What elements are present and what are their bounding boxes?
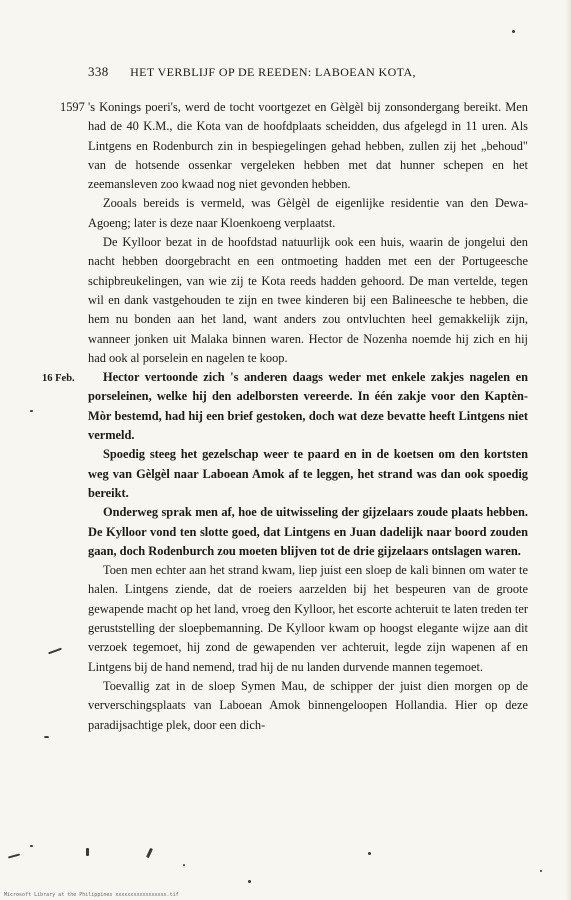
scan-speck bbox=[540, 870, 542, 872]
paragraph-2: Zooals bereids is vermeld, was Gèlgèl de eigenlijke residentie van den Dewa-Agoeng; later is deze naar Kloenkoeng verplaatst. bbox=[88, 196, 528, 230]
scan-speck bbox=[248, 880, 251, 883]
scan-speck bbox=[48, 648, 62, 655]
page-edge-shadow bbox=[565, 0, 571, 900]
scan-speck bbox=[146, 848, 153, 858]
page-header bbox=[88, 64, 528, 82]
running-title: HET VERBLIJF OP DE REEDEN: LABOEAN KOTA, bbox=[130, 65, 416, 79]
paragraph-6: Onderweg sprak men af, hoe de uitwisseling der gijzelaars zoude plaats hebben. De Kylloor vond ten slotte goed, dat Lintgens en Juan dadelijk naar boord zouden gaan, doch Rodenburch zou moeten blijven tot de drie gijzelaars ontslagen waren. bbox=[88, 505, 528, 558]
margin-date: 16 Feb. bbox=[42, 373, 75, 385]
paragraph-3: De Kylloor bezat in de hoofdstad natuurlijk ook een huis, waarin de jongelui den nacht hebben doorgebracht en een ontmoeting hadden met een der Portugeesche schipbreukelingen, van wie zij te Kota reeds hadden gehoord. De man vertelde, tegen wil en dank vastgehouden te zijn en twee kinderen bij een Balineesche te hebben, die hem nu bonden aan het land, want anders zou ontvluchten heel gemakkelijk zijn, wanneer jonken uit Malaka binnen waren. Hector de Nozenha noemde hij zich en hij had ook al porselein en nagelen te koop. bbox=[88, 235, 528, 365]
scan-speck bbox=[183, 864, 185, 866]
paragraph-8: Toevallig zat in de sloep Symen Mau, de schipper der juist dien morgen op de ververschingsplaats van Laboean Amok binnengeloopen Hollandia. Hier op deze paradijsachtige plek, door een dich- bbox=[88, 678, 528, 732]
scan-speck bbox=[512, 30, 515, 33]
scan-speck bbox=[44, 736, 49, 738]
paragraph-1-text: 's Konings poeri's, werd de tocht voortgezet en Gèlgèl bij zonsondergang bereikt. Men had de 40 K.M., die Kota van de hoofdplaats scheidden, dus afgelegd in 11 uren. Als Lintgens en Rodenburch zin in bespiegelingen gehad hebben, zullen zij het „behoud" van de hotsende ossenkar vergeleken hebben met dat hunner schepen en het zeemansleven zoo kwaad nog niet gevonden hebben. bbox=[88, 100, 528, 192]
scan-speck bbox=[30, 410, 33, 412]
page-number: 338 bbox=[88, 64, 109, 79]
paragraph-5: Spoedig steeg het gezelschap weer te paard en in de koetsen om den kortsten weg van Gèlgèl naar Laboean Amok af te leggen, het strand was dan ook spoedig bereikt. bbox=[88, 447, 528, 500]
margin-year: 1597 bbox=[60, 100, 85, 114]
scan-speck bbox=[86, 848, 89, 856]
paragraph-1 bbox=[60, 98, 528, 194]
paragraph-4-text: Hector vertoonde zich 's anderen daags weder met enkele zakjes nagelen en porseleinen, welke hij den adelborsten vereerde. In één zakje voor den Kaptèn-Mòr bestemd, had hij een brief gestoken, doch wat deze bevatte heeft Lintgens niet vermeld. bbox=[88, 370, 528, 443]
scan-speck bbox=[368, 852, 371, 855]
paragraph-7: Toen men echter aan het strand kwam, liep juist een sloep de kali binnen om water te halen. Lintgens ziende, dat de roeiers aarzelden bij het bespeuren van de groote gewapende macht op het land, vroeg den Kylloor, het escorte achteruit te laten treden ter geruststelling der sloepbemanning. De Kylloor kwam op hoogst elegante wijze aan dit verzoek tegemoet, hij zond de gewapenden ver achteruit, legde zijn wapenen af en Lintgens bij de hand nemend, trad hij de nu landen durvende mannen tegemoet. bbox=[88, 563, 528, 674]
scan-speck bbox=[8, 853, 20, 858]
scan-source-footer: Microsoft Library at the Philippines xxxxxxxxxxxxxxxxx.tif bbox=[4, 892, 179, 898]
scan-speck bbox=[30, 845, 33, 847]
page-body bbox=[42, 98, 528, 735]
paragraph-4 bbox=[42, 368, 528, 445]
